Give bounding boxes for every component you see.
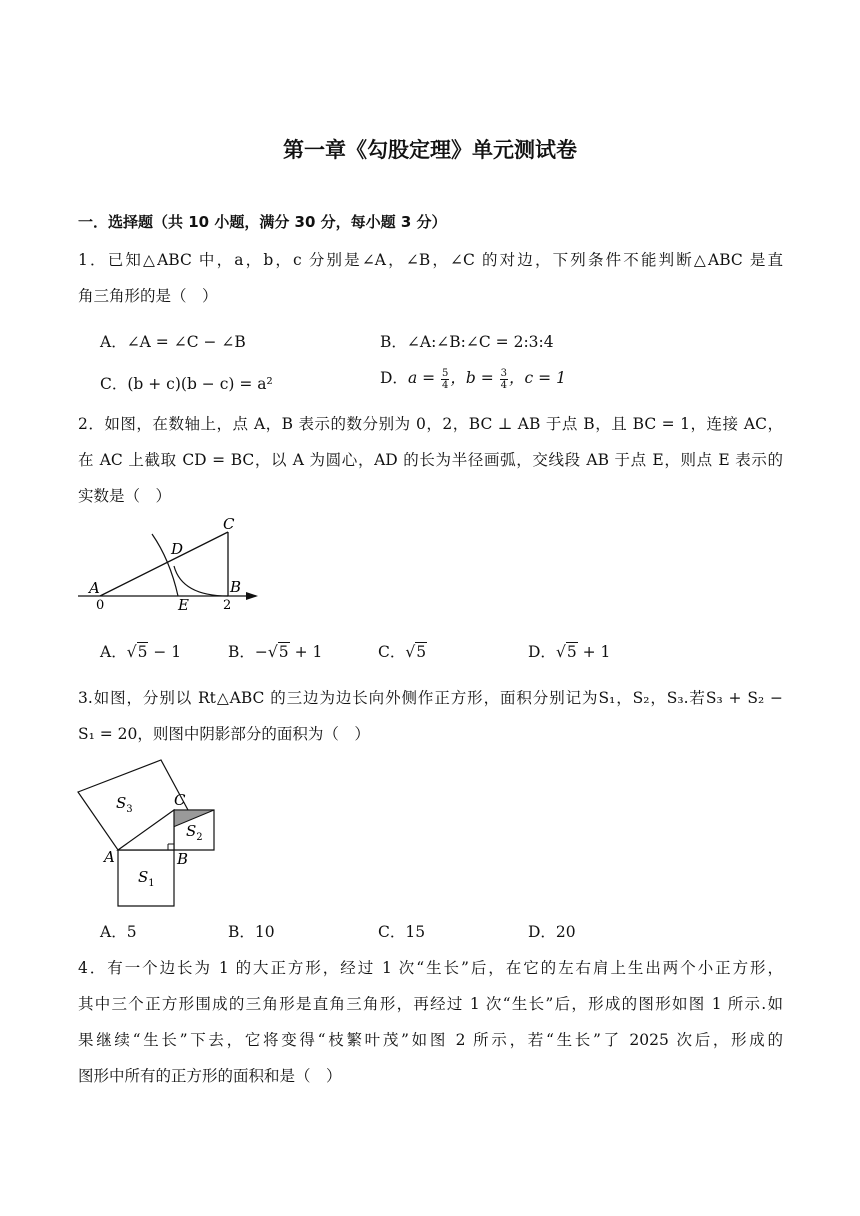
fig3-s2-letter: S xyxy=(186,822,197,840)
q1-option-c: C．(b + c)(b − c) = a² xyxy=(100,375,273,393)
number-line-arrow-icon xyxy=(246,592,258,600)
q1-d-b-den: 4 xyxy=(500,379,508,391)
fig3-s3-sub: 3 xyxy=(126,804,133,815)
q2-d-radicand: 5 xyxy=(566,643,577,661)
q2-b-suffix: + 1 xyxy=(289,643,323,661)
fig3-s1-letter: S xyxy=(138,868,149,886)
q2-a-suffix: − 1 xyxy=(148,643,182,661)
sqrt-icon: √5 xyxy=(267,643,289,661)
q1-d-a-num: 5 xyxy=(442,367,449,379)
fig3-s2-sub: 2 xyxy=(196,832,203,843)
q2-option-c xyxy=(378,640,427,662)
q2-a-radicand: 5 xyxy=(137,643,148,661)
q4-stem-line2: 其中三个正方形围成的三角形是直角三角形，再经过 1 次“生长”后，形成的图形如图 1 所示.如 xyxy=(78,995,783,1013)
q1-d-b-fraction xyxy=(500,368,508,391)
q4-stem-line1: 4．有一个边长为 1 的大正方形，经过 1 次“生长”后，在它的左右肩上生出两个小正方形， xyxy=(78,959,783,977)
q1-stem-line1: 1．已知△ABC 中，a，b，c 分别是∠A，∠B，∠C 的对边，下列条件不能判断△ABC 是直 xyxy=(78,251,783,269)
segment-ac xyxy=(100,532,228,596)
fig2-label-two: 2 xyxy=(223,598,232,613)
page-title: 第一章《勾股定理》单元测试卷 xyxy=(283,138,577,162)
fig2-label-d: D xyxy=(171,540,184,558)
q1-option-a: A．∠A = ∠C − ∠B xyxy=(100,333,246,351)
q4-stem-line4: 图形中所有的正方形的面积和是（ ） xyxy=(78,1067,342,1085)
fig3-s1-sub: 1 xyxy=(148,878,155,889)
section-heading: 一．选择题（共 10 小题，满分 30 分，每小题 3 分） xyxy=(78,213,447,231)
q1-stem-line2: 角三角形的是（ ） xyxy=(78,287,218,305)
fig3-label-b: B xyxy=(177,850,189,868)
fig2-label-zero: 0 xyxy=(96,598,105,613)
q1-d-b: ，b = xyxy=(450,369,499,387)
q1-option-b: B．∠A:∠B:∠C = 2:3:4 xyxy=(380,333,554,351)
q4-stem-line3: 果继续“生长”下去，它将变得“枝繁叶茂”如图 2 所示，若“生长”了 2025 次后，形成的 xyxy=(78,1031,783,1049)
q2-a-prefix: A． xyxy=(100,643,127,661)
sqrt-icon: √5 xyxy=(555,643,577,661)
q1-d-b-num: 3 xyxy=(500,367,508,379)
q2-c-radicand: 5 xyxy=(416,643,427,661)
q2-stem-line2: 在 AC 上截取 CD = BC，以 A 为圆心，AD 的长为半径画弧，交线段 AB 于点 E，则点 E 表示的 xyxy=(78,451,783,469)
q1-d-a: a = xyxy=(407,369,441,387)
q2-option-b xyxy=(228,640,322,662)
q2-d-prefix: D． xyxy=(528,643,556,661)
sqrt-icon: √5 xyxy=(126,643,148,661)
q2-option-d xyxy=(528,640,610,662)
q1-d-a-fraction xyxy=(441,368,449,391)
fig2-label-c: C xyxy=(223,515,235,533)
q2-b-radicand: 5 xyxy=(278,643,289,661)
fig2-label-b: B xyxy=(230,578,242,596)
q3-option-b: B．10 xyxy=(228,923,275,941)
q3-option-a: A．5 xyxy=(100,923,137,941)
fig2-label-a: A xyxy=(89,579,100,597)
q1-d-c: ，c = 1 xyxy=(509,369,566,387)
arc-centered-c xyxy=(174,566,228,596)
fig3-label-a: A xyxy=(104,848,115,866)
q3-option-d: D．20 xyxy=(528,923,576,941)
q2-c-prefix: C． xyxy=(378,643,406,661)
q2-b-prefix: B．− xyxy=(228,643,268,661)
q2-option-a xyxy=(100,640,181,662)
q1-d-a-den: 4 xyxy=(442,379,449,391)
q2-stem-line3: 实数是（ ） xyxy=(78,487,172,505)
fig3-s3-letter: S xyxy=(116,794,127,812)
q3-squares-figure xyxy=(70,752,230,914)
q2-number-line-figure xyxy=(70,512,270,616)
q3-stem-line2: S₁ = 20，则图中阴影部分的面积为（ ） xyxy=(78,725,370,743)
q1-option-d-prefix: D． xyxy=(380,369,408,387)
fig3-label-c: C xyxy=(174,791,186,809)
sqrt-icon: √5 xyxy=(405,643,427,661)
q1-option-d xyxy=(380,366,566,391)
q3-stem-line1: 3.如图，分别以 Rt△ABC 的三边为边长向外侧作正方形，面积分别记为S₁，S₂，S₃.若S₃ + S₂ − xyxy=(78,689,783,707)
q3-option-c: C．15 xyxy=(378,923,426,941)
fig2-label-e: E xyxy=(178,596,189,614)
q2-d-suffix: + 1 xyxy=(577,643,611,661)
q2-stem-line1: 2．如图，在数轴上，点 A，B 表示的数分别为 0，2，BC ⊥ AB 于点 B，且 BC = 1，连接 AC， xyxy=(78,415,783,433)
